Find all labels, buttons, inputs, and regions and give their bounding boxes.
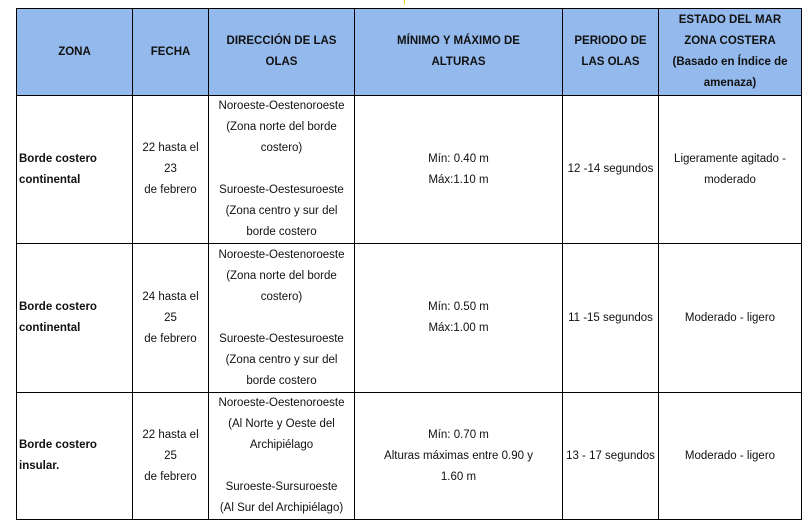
- text-cursor-marker: [404, 0, 405, 5]
- cell-fecha: 22 hasta el 23 de febrero: [133, 96, 209, 244]
- cell-alturas: Mín: 0.50 m Máx:1.00 m: [355, 244, 563, 393]
- header-fecha: FECHA: [133, 9, 209, 96]
- cell-zona: Borde costero insular.: [17, 393, 133, 520]
- cell-periodo: 11 -15 segundos: [563, 244, 659, 393]
- cell-alturas: Mín: 0.70 m Alturas máximas entre 0.90 y 1.60 m: [355, 393, 563, 520]
- cell-alturas: Mín: 0.40 m Máx:1.10 m: [355, 96, 563, 244]
- table-row: [17, 96, 802, 244]
- cell-periodo: 13 - 17 segundos: [563, 393, 659, 520]
- header-zona: ZONA: [17, 9, 133, 96]
- table-row: [17, 244, 802, 393]
- cell-fecha: 22 hasta el 25 de febrero: [133, 393, 209, 520]
- cell-zona: Borde costero continental: [17, 244, 133, 393]
- header-alturas: MÍNIMO Y MÁXIMO DE ALTURAS: [355, 9, 563, 96]
- cell-estado: Moderado - ligero: [659, 393, 802, 520]
- header-row: [17, 9, 802, 96]
- table-row: [17, 393, 802, 520]
- cell-estado: Ligeramente agitado - moderado: [659, 96, 802, 244]
- cell-zona: Borde costero continental: [17, 96, 133, 244]
- cell-direccion: Noroeste-Oestenoroeste (Al Norte y Oeste del Archipiélago Suroeste-Sursuroeste (Al Sur del Archipiélago): [209, 393, 355, 520]
- header-periodo: PERIODO DE LAS OLAS: [563, 9, 659, 96]
- header-estado: ESTADO DEL MAR ZONA COSTERA (Basado en Índice de amenaza): [659, 9, 802, 96]
- wave-forecast-table: [16, 8, 802, 520]
- cell-direccion: Noroeste-Oestenoroeste (Zona norte del borde costero) Suroeste-Oestesuroeste (Zona centro y sur del borde costero: [209, 96, 355, 244]
- cell-direccion: Noroeste-Oestenoroeste (Zona norte del borde costero) Suroeste-Oestesuroeste (Zona centro y sur del borde costero: [209, 244, 355, 393]
- cell-estado: Moderado - ligero: [659, 244, 802, 393]
- cell-periodo: 12 -14 segundos: [563, 96, 659, 244]
- cell-fecha: 24 hasta el 25 de febrero: [133, 244, 209, 393]
- header-direccion: DIRECCIÓN DE LAS OLAS: [209, 9, 355, 96]
